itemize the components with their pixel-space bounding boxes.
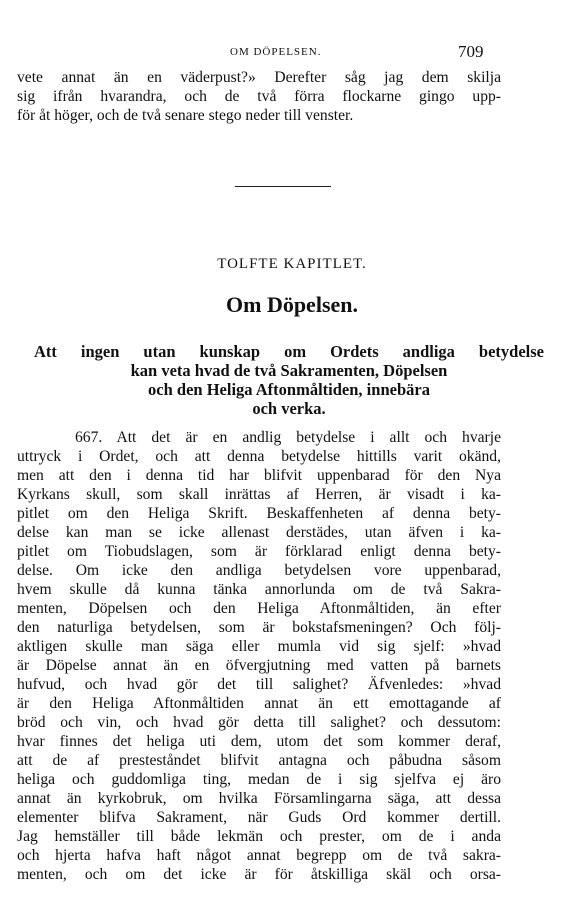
- subtitle-line: och den Heliga Aftonmåltiden, innebära: [148, 380, 430, 399]
- text-line: bröd och vin, och hvad gör detta till salighet? och dessutom:: [17, 714, 501, 731]
- chapter-title: Om Döpelsen.: [226, 292, 358, 317]
- subtitle-line: Att ingen utan kunskap om Ordets andliga betydelse: [34, 342, 544, 361]
- text-line: vete annat än en väderpust?» Derefter såg jag dem skilja: [17, 69, 501, 86]
- text-line: heliga och guddomliga ting, medan de i sig sjelfva ej äro: [17, 771, 501, 788]
- running-head: [0, 42, 584, 64]
- chapter-body: [17, 428, 501, 884]
- text-line: sig ifrån hvarandra, och de två förra flockarne gingo upp-: [17, 88, 501, 105]
- text-line: och hjerta hafva haft något annat begrepp om de två sakra-: [17, 847, 501, 864]
- text-line: annat än kyrkobruk, om hvilka Församlingarna säga, att dessa: [17, 790, 501, 807]
- text-line: är den Heliga Aftonmåltiden annat än ett emottagande af: [17, 695, 501, 712]
- text-line: den naturliga betydelsen, som är bokstafsmeningen? Och följ-: [17, 619, 501, 636]
- text-line: uttryck i Ordet, och att denna betydelse hittills varit okänd,: [17, 448, 501, 465]
- text-line: för åt höger, och de två senare stego neder till venster.: [17, 107, 354, 124]
- text-line: hvem skulle då kunna tänka annorlunda om de två Sakra-: [17, 581, 501, 598]
- text-line: aktligen skulle man säga eller mumla vid sig sjelf: »hvad: [17, 638, 501, 655]
- section-divider: [235, 186, 331, 187]
- chapter-subtitle: [34, 342, 544, 418]
- text-line: är Döpelse annat än en öfvergjutning med vatten på barnets: [17, 657, 501, 674]
- subtitle-line: kan veta hvad de två Sakramenten, Döpelsen: [130, 361, 448, 380]
- subtitle-line: och verka.: [252, 399, 326, 418]
- text-line: pitlet om den Heliga Skrift. Beskaffenheten af denna bety-: [17, 505, 501, 522]
- text-line: Jag hemställer till både lekmän och prester, om de i anda: [17, 828, 501, 845]
- text-line: pitlet om Tiobudslagen, som är förklarad enligt denna bety-: [17, 543, 501, 560]
- text-line: hufvud, och hvad gör det till salighet? Äfvenledes: »hvad: [17, 676, 501, 693]
- text-line: elementer blifva Sakrament, när Guds Ord kommer dertill.: [17, 809, 501, 826]
- text-line: att de af presteståndet blifvit antagna och påbudna såsom: [17, 752, 501, 769]
- running-title: OM DÖPELSEN.: [230, 46, 322, 58]
- page-number: 709: [458, 42, 484, 61]
- text-line: 667. Att det är en andlig betydelse i allt och hvarje: [75, 429, 501, 446]
- chapter-number: TOLFTE KAPITLET.: [217, 256, 367, 272]
- text-line: menten, Döpelsen och den Heliga Aftonmåltiden, än efter: [17, 600, 501, 617]
- text-line: Kyrkans skull, som skall inrättas af Herren, är visadt i ka-: [17, 486, 501, 503]
- text-line: men att den i denna tid har blifvit uppenbarad för den Nya: [17, 467, 501, 484]
- text-line: hvar finnes det heliga uti dem, utom det som kommer deraf,: [17, 733, 501, 750]
- previous-chapter-ending: [17, 68, 501, 125]
- text-line: menten, och om det icke är för åtskilliga skäl och orsa-: [17, 866, 501, 883]
- text-line: delse. Om icke den andliga betydelsen vore uppenbarad,: [17, 562, 501, 579]
- text-line: delse kan man se icke allenast derstädes, utan äfven i ka-: [17, 524, 501, 541]
